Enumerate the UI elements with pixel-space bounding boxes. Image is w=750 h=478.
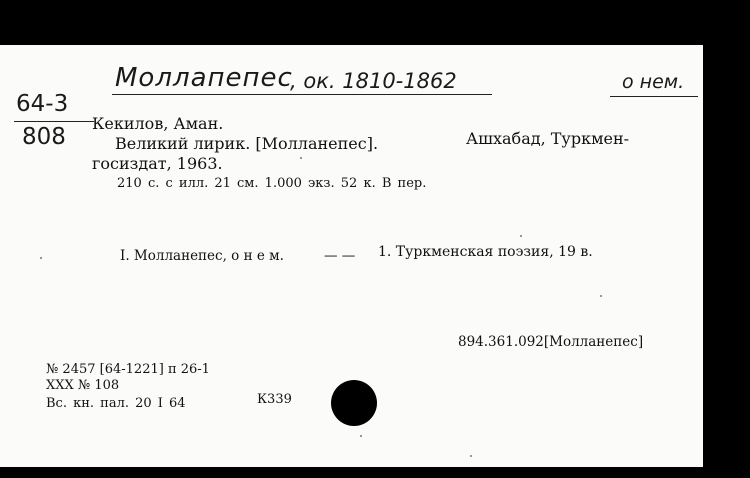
subject-entry-2: 1. Туркменская поэзия, 19 в. [378,244,593,260]
call-number-rule [14,121,94,122]
scan-speck [470,455,472,457]
heading-underline-right [610,96,698,97]
handwritten-heading-name: Моллапепес [115,63,293,93]
handwritten-heading-about: о нем. [622,71,685,93]
physical-description: 210 с. с илл. 21 см. 1.000 экз. 52 к. В пер. [117,176,427,191]
title-line: Великий лирик. [Молланепес]. [115,134,379,153]
chamber-date: Вс. кн. пал. 20 I 64 [46,396,186,411]
handwritten-heading-dates: , ок. 1810-1862 [290,69,457,93]
scan-speck [360,435,362,437]
registration-numbers: № 2457 [64-1221] п 26-1 [46,362,210,377]
call-number-top: 64-3 [16,91,69,117]
heading-underline [112,94,492,95]
classification-number: 894.361.092[Молланепес] [458,334,644,350]
subject-dash: — — [324,248,356,264]
publication-place: Ашхабад, Туркмен- [466,129,630,148]
scan-speck [600,295,602,297]
scan-speck [40,257,42,259]
call-number-bottom: 808 [22,124,66,150]
chamber-code: К339 [257,392,292,407]
card-punch-hole [331,380,377,426]
author-line: Кекилов, Аман. [92,114,224,133]
subject-entry-1: I. Молланепес, о н е м. [120,248,284,264]
series-number: XXX № 108 [46,378,120,393]
scan-speck [300,157,302,159]
scan-speck [520,235,522,237]
publisher-line: госиздат, 1963. [92,154,223,173]
catalog-card [0,45,703,467]
